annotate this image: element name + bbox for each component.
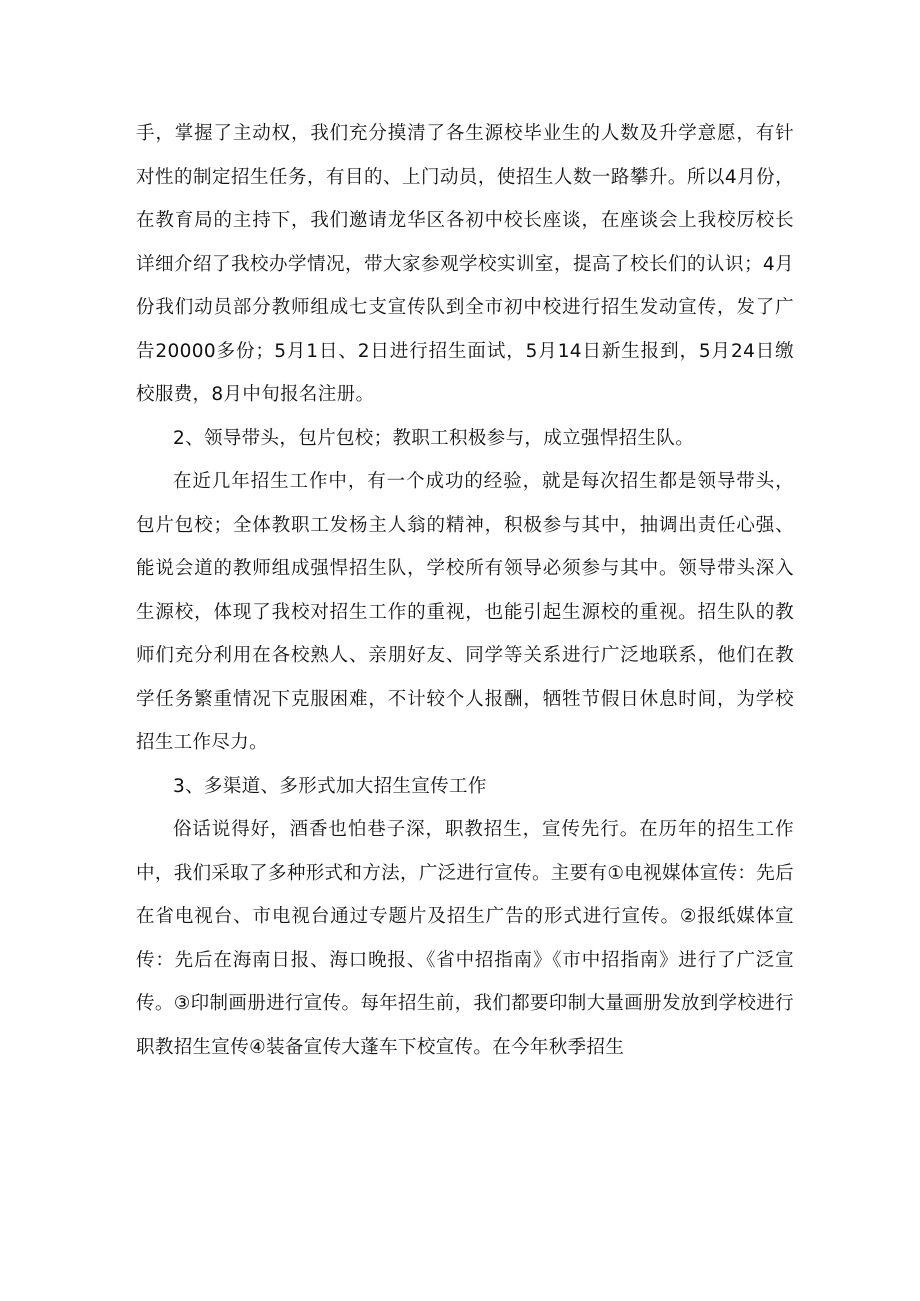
paragraph-continued: 手，掌握了主动权，我们充分摸清了各生源校毕业生的人数及升学意愿，有针对性的制定招生任务，有目的、上门动员，使招生人数一路攀升。所以4月份，在教育局的主持下，我们邀请龙华区各初中校长座谈，在座谈会上我校厉校长详细介绍了我校办学情况，带大家参观学校实训室，提高了校长们的认识；4月份我们动员部分教师组成七支宣传队到全市初中校进行招生发动宣传，发了广告20000多份；5月1日、2日进行招生面试，5月14日新生报到，5月24日缴校服费，8月中旬报名注册。 bbox=[136, 123, 794, 405]
section-heading-3: 3、多渠道、多形式加大招生宣传工作 bbox=[173, 775, 487, 797]
paragraph-leadership: 在近几年招生工作中，有一个成功的经验，就是每次招生都是领导带头，包片包校；全体教职工发杨主人翁的精神，积极参与其中，抽调出责任心强、能说会道的教师组成强悍招生队，学校所有领导必须参与其中。领导带头深入生源校，体现了我校对招生工作的重视，也能引起生源校的重视。招生队的教师们充分利用在各校熟人、亲朋好友、同学等关系进行广泛地联系，他们在教学任务繁重情况下克服困难，不计较个人报酬，牺牲节假日休息时间，为学校招生工作尽力。 bbox=[136, 471, 794, 753]
section-heading-2: 2、领导带头，包片包校；教职工积极参与，成立强悍招生队。 bbox=[173, 427, 695, 449]
document-body bbox=[136, 112, 794, 1069]
paragraph-publicity: 俗话说得好，酒香也怕巷子深，职教招生，宣传先行。在历年的招生工作中，我们采取了多种形式和方法，广泛进行宣传。主要有①电视媒体宣传：先后在省电视台、市电视台通过专题片及招生广告的形式进行宣传。②报纸媒体宣传：先后在海南日报、海口晚报、《省中招指南》《市中招指南》进行了广泛宣传。③印制画册进行宣传。每年招生前，我们都要印制大量画册发放到学校进行职教招生宣传④装备宣传大蓬车下校宣传。在今年秋季招生 bbox=[136, 819, 794, 1058]
